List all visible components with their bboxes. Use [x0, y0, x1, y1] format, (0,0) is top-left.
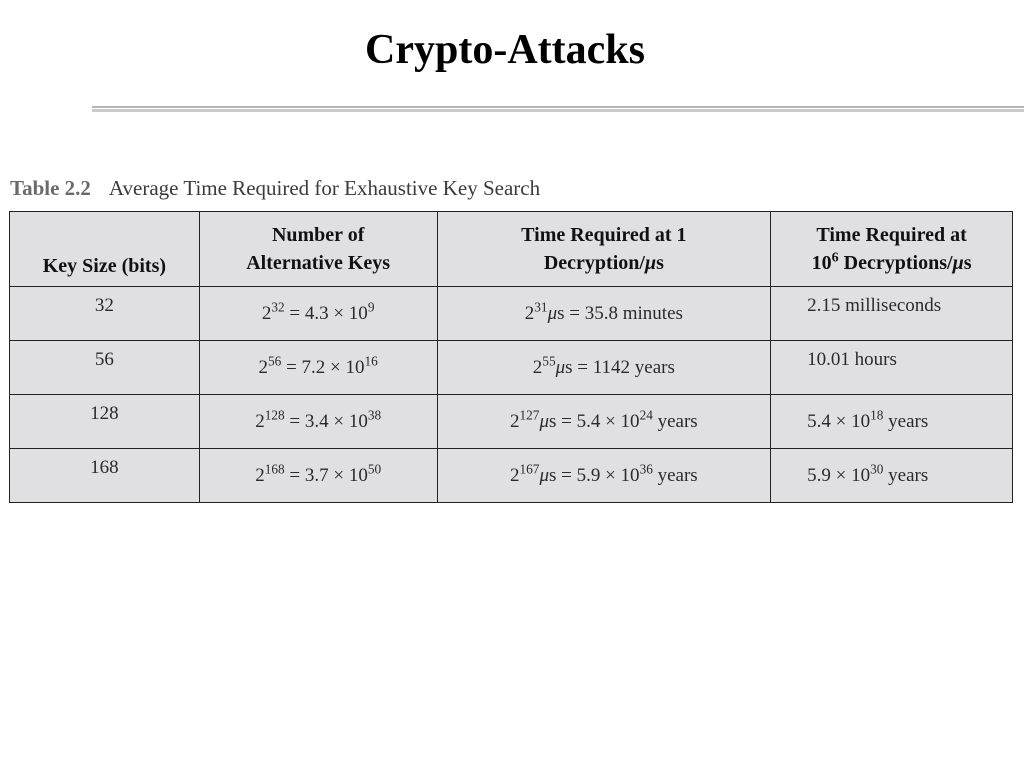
header-key-size: Key Size (bits): [10, 212, 200, 287]
cell-alternative-keys: $2^{56} = 7.2 \times 10^{16}$: [199, 341, 437, 395]
cell-time-million-decryptions: 10.01 hours: [771, 341, 1013, 395]
cell-key-size: 32: [10, 287, 200, 341]
header-time-one-decryption: Time Required at 1 Decryption/μs: [437, 212, 771, 287]
table-caption-text: Average Time Required for Exhaustive Key Search: [108, 176, 541, 200]
cell-key-size: 128: [10, 395, 200, 449]
cell-time-million-decryptions: $5.4 \times 10^{18}$ years: [771, 395, 1013, 449]
cell-time-one-decryption: $2^{55}\mu s = 1142$ years: [437, 341, 771, 395]
table-row: [10, 287, 1013, 341]
slide-title: Crypto-Attacks: [365, 27, 645, 73]
table-caption: [10, 176, 540, 201]
cell-time-one-decryption: $2^{31}\mu s = 35.8$ minutes: [437, 287, 771, 341]
cell-time-million-decryptions: $5.9 \times 10^{30}$ years: [771, 449, 1013, 503]
cell-alternative-keys: $2^{168} = 3.7 \times 10^{50}$: [199, 449, 437, 503]
cell-alternative-keys: $2^{128} = 3.4 \times 10^{38}$: [199, 395, 437, 449]
cell-key-size: 168: [10, 449, 200, 503]
header-alternative-keys: Number of Alternative Keys: [199, 212, 437, 287]
table-row: [10, 395, 1013, 449]
key-search-table: [9, 211, 1013, 503]
cell-time-million-decryptions: 2.15 milliseconds: [771, 287, 1013, 341]
cell-time-one-decryption: $2^{167}\mu s = 5.9 \times 10^{36}$ years: [437, 449, 771, 503]
table-row: [10, 449, 1013, 503]
cell-alternative-keys: $2^{32} = 4.3 \times 10^9$: [199, 287, 437, 341]
header-time-million-decryptions: Time Required at $10^6$ Decryptions/μs: [771, 212, 1013, 287]
cell-key-size: 56: [10, 341, 200, 395]
title-divider: [92, 106, 1024, 112]
table-header-row: [10, 212, 1013, 287]
table-row: [10, 341, 1013, 395]
cell-time-one-decryption: $2^{127}\mu s = 5.4 \times 10^{24}$ years: [437, 395, 771, 449]
table-caption-label: Table 2.2: [10, 176, 91, 200]
